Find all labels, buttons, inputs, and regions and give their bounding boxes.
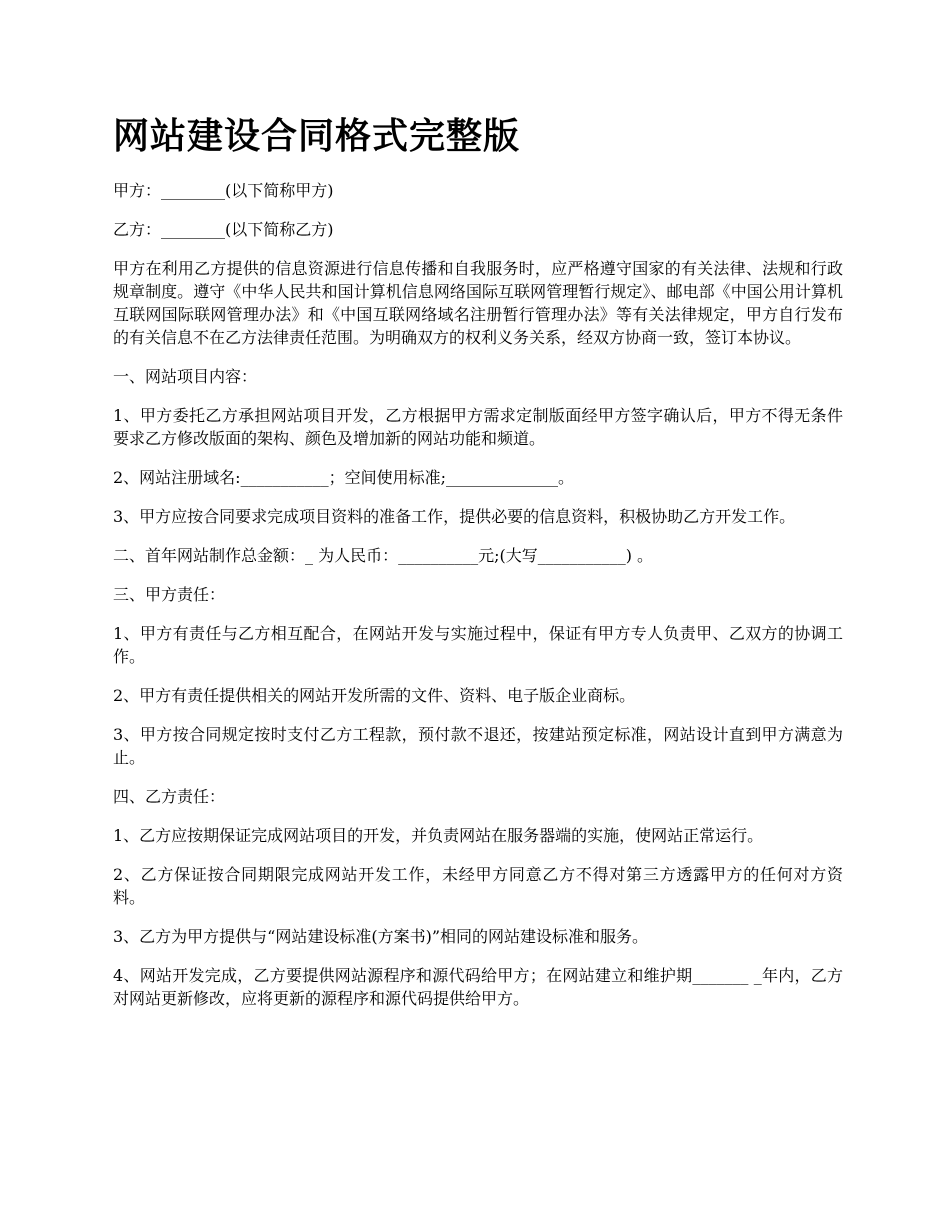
section-heading-total-amount: 二、首年网站制作总金额：_ 为人民币：__________元;(大写___________) 。 xyxy=(113,546,654,565)
clause-paragraph: 3、乙方为甲方提供与“网站建设标准(方案书)”相同的网站建设标准和服务。 xyxy=(113,927,649,946)
section-heading-party-a-duties: 三、甲方责任： xyxy=(113,585,226,604)
clause-paragraph: 4、网站开发完成，乙方要提供网站源程序和源代码给甲方；在网站建立和维护期_______ _年内，乙方对网站更新修改，应将更新的源程序和源代码提供给甲方。 xyxy=(113,966,843,1008)
party-a-line: 甲方：________(以下简称甲方) xyxy=(113,181,334,200)
clause-paragraph: 1、甲方有责任与乙方相互配合，在网站开发与实施过程中，保证有甲方专人负责甲、乙双方的协调工作。 xyxy=(113,624,843,666)
section-heading-project-content: 一、网站项目内容： xyxy=(113,367,258,386)
party-b-line: 乙方：________(以下简称乙方) xyxy=(113,220,334,239)
document-title: 网站建设合同格式完整版 xyxy=(113,116,521,157)
section-heading-party-b-duties: 四、乙方责任： xyxy=(113,787,226,806)
clause-paragraph: 1、甲方委托乙方承担网站项目开发，乙方根据甲方需求定制版面经甲方签字确认后，甲方不得无条件要求乙方修改版面的架构、颜色及增加新的网站功能和频道。 xyxy=(113,406,843,448)
clause-paragraph: 1、乙方应按期保证完成网站项目的开发，并负责网站在服务器端的实施，使网站正常运行。 xyxy=(113,826,764,845)
clause-paragraph: 2、甲方有责任提供相关的网站开发所需的文件、资料、电子版企业商标。 xyxy=(113,686,636,705)
document-body xyxy=(113,179,843,1026)
preamble-paragraph: 甲方在利用乙方提供的信息资源进行信息传播和自我服务时，应严格遵守国家的有关法律、法规和行政规章制度。遵守《中华人民共和国计算机信息网络国际互联网管理暂行规定》、邮电部《中国公用计算机互联网国际联网管理办法》和《中国互联网络域名注册暂行管理办法》等有关法律规定，甲方自行发布的有关信息不在乙方法律责任范围。为明确双方的权利义务关系，经双方协商一致，签订本协议。 xyxy=(113,259,843,347)
clause-paragraph: 3、甲方应按合同要求完成项目资料的准备工作，提供必要的信息资料，积极协助乙方开发工作。 xyxy=(113,507,796,526)
clause-paragraph: 2、乙方保证按合同期限完成网站开发工作，未经甲方同意乙方不得对第三方透露甲方的任何对方资料。 xyxy=(113,865,843,907)
clause-paragraph: 3、甲方按合同规定按时支付乙方工程款，预付款不退还，按建站预定标准，网站设计直到甲方满意为止。 xyxy=(113,725,843,767)
clause-paragraph: 2、网站注册域名:___________；空间使用标准;______________。 xyxy=(113,468,574,487)
